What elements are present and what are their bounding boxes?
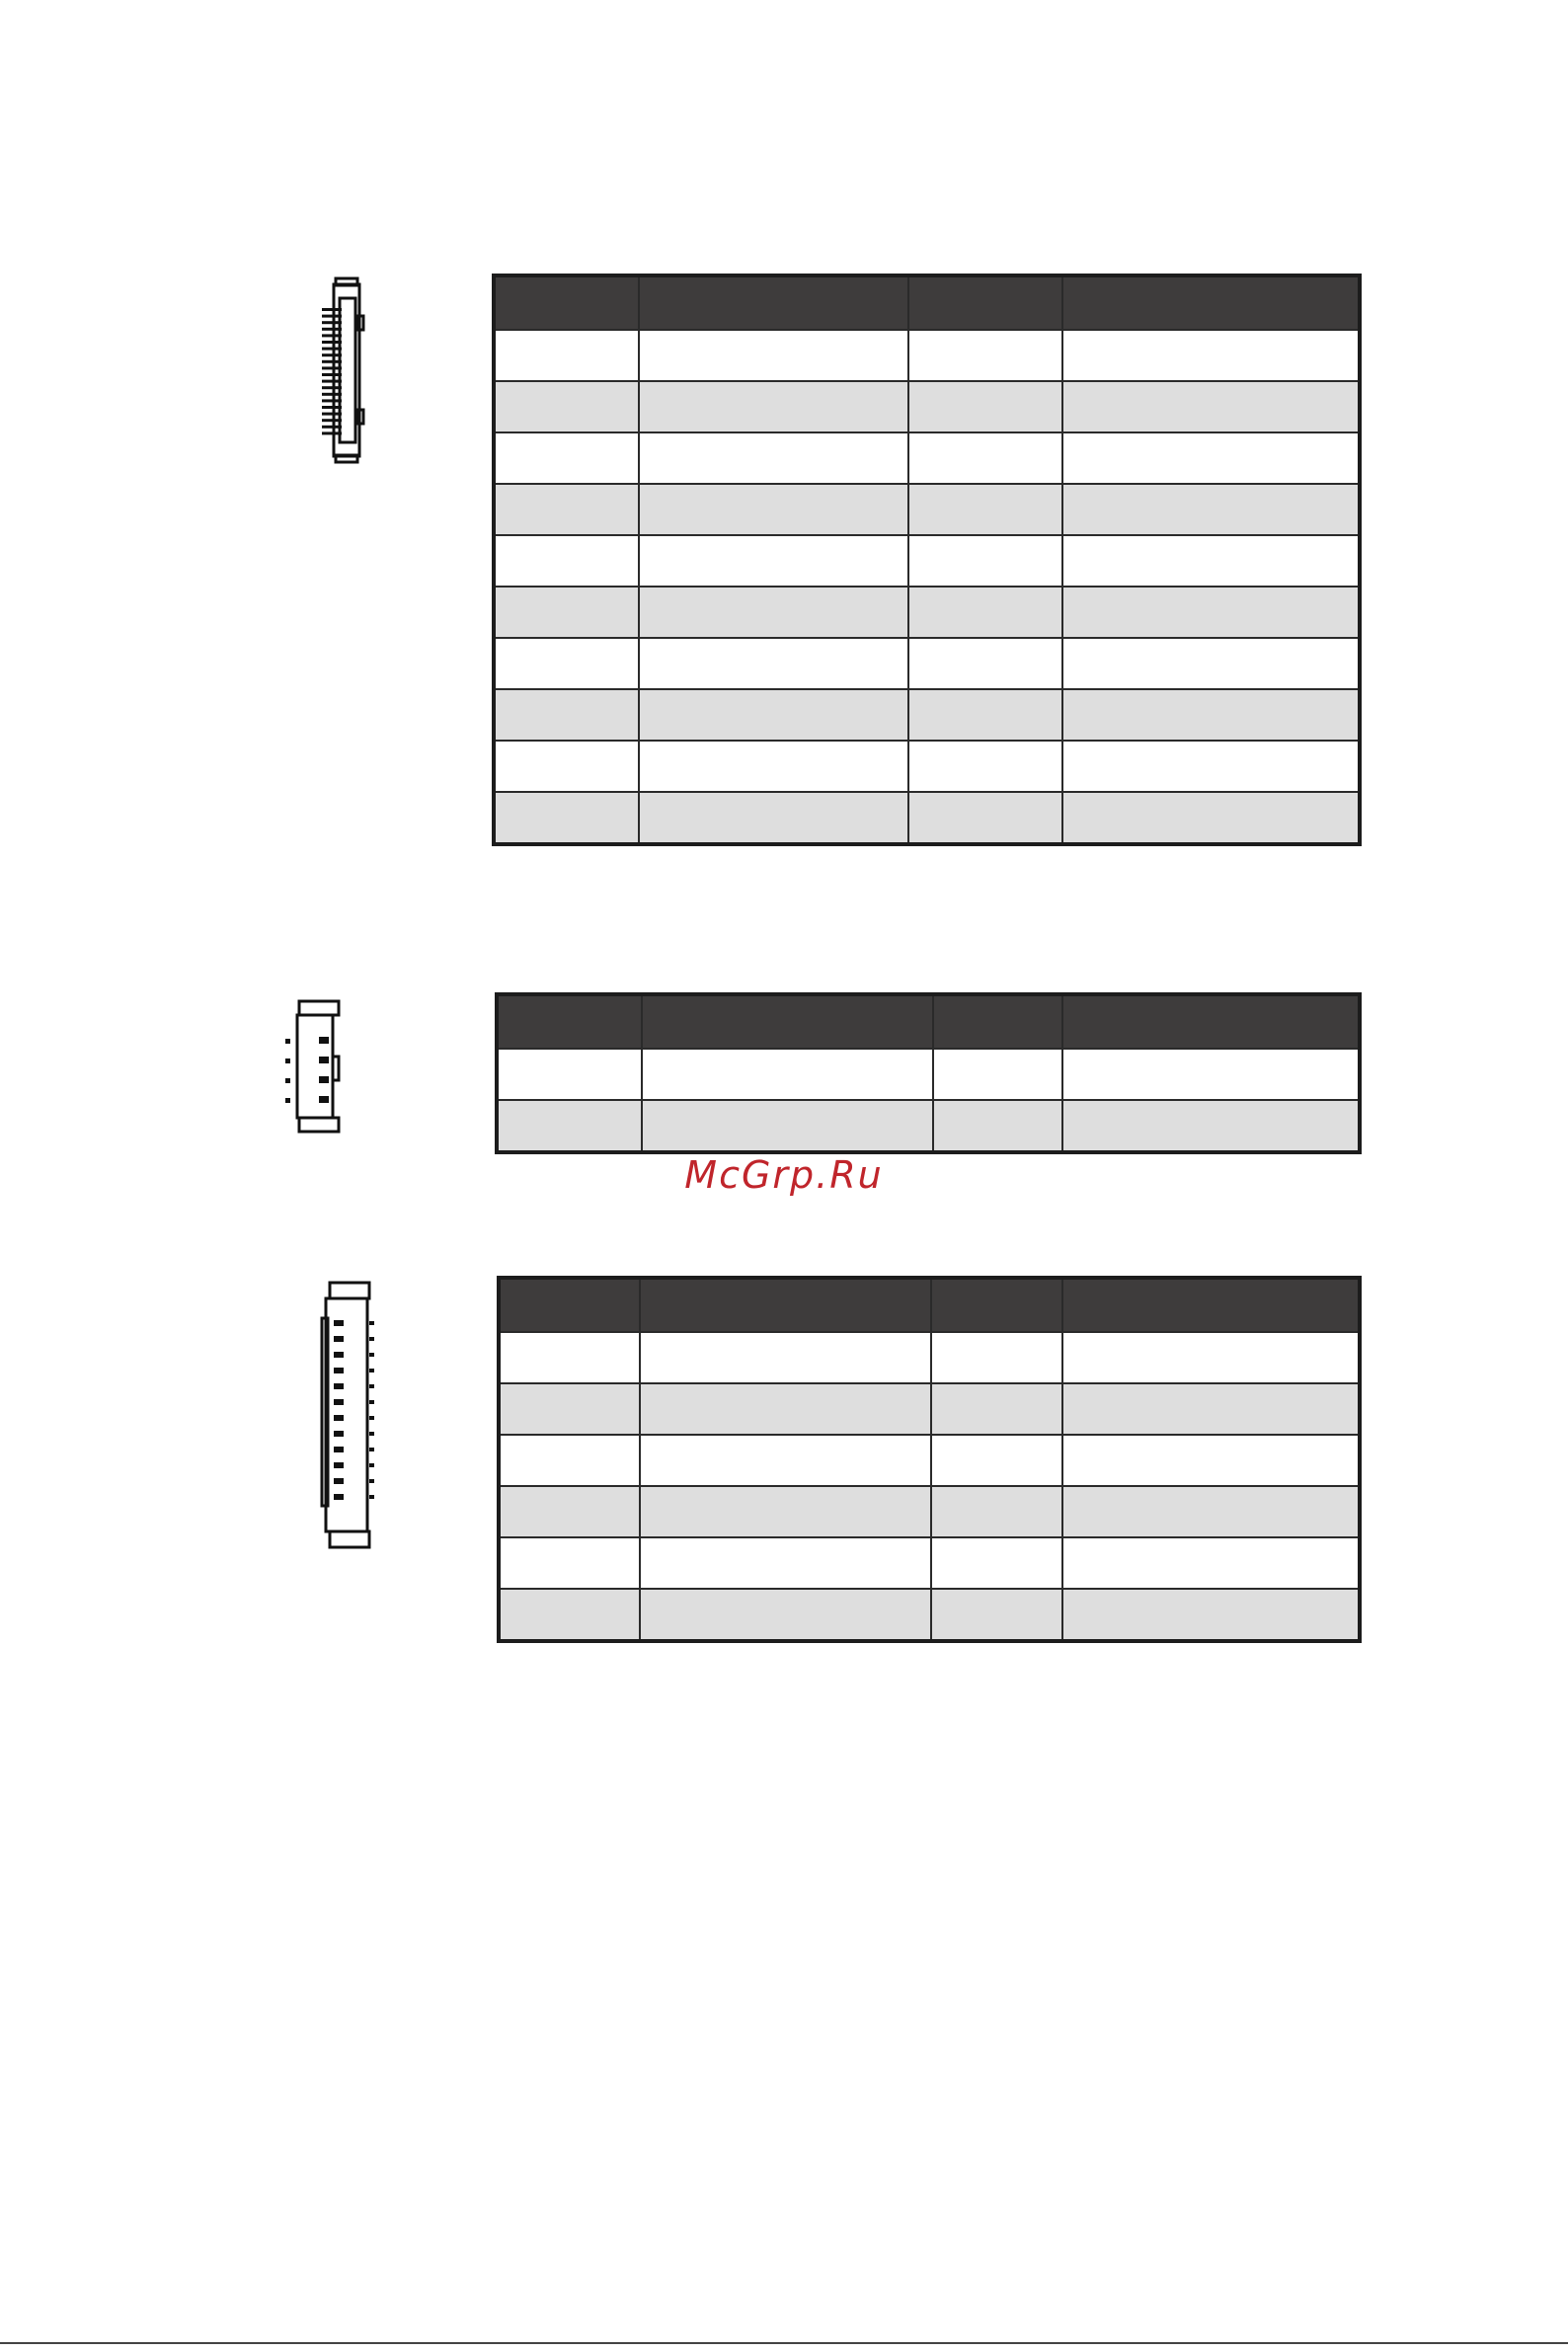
header-cell — [639, 275, 908, 330]
table-cell — [499, 1435, 640, 1486]
table-row — [499, 1537, 1360, 1589]
table-cell — [908, 535, 1062, 587]
table-cell — [931, 1537, 1062, 1589]
table-cell — [639, 587, 908, 638]
table-cell — [908, 638, 1062, 689]
connector-12pin-icon — [316, 1279, 385, 1550]
table-cell — [499, 1589, 640, 1641]
table-cell — [494, 587, 639, 638]
table-cell — [497, 1049, 642, 1100]
table-row — [494, 535, 1360, 587]
table-cell — [497, 1100, 642, 1152]
table-cell — [639, 484, 908, 535]
table-row — [494, 432, 1360, 484]
table-cell — [1062, 330, 1360, 381]
table-cell — [494, 535, 639, 587]
header-cell — [642, 994, 933, 1049]
table-row — [494, 381, 1360, 432]
table-cell — [494, 689, 639, 741]
header-cell — [908, 275, 1062, 330]
table-cell — [931, 1486, 1062, 1537]
table-row — [494, 484, 1360, 535]
table-row — [499, 1589, 1360, 1641]
header-cell — [931, 1278, 1062, 1332]
table-cell — [494, 792, 639, 844]
table-cell — [499, 1486, 640, 1537]
table-cell — [494, 381, 639, 432]
table-cell — [908, 330, 1062, 381]
table-row — [499, 1486, 1360, 1537]
table-cell — [1062, 535, 1360, 587]
table-cell — [1062, 638, 1360, 689]
table-cell — [1062, 1049, 1360, 1100]
watermark: McGrp.Ru — [684, 1153, 884, 1197]
table-row — [494, 587, 1360, 638]
table-cell — [908, 432, 1062, 484]
table-cell — [1062, 381, 1360, 432]
header-cell — [497, 994, 642, 1049]
table-cell — [494, 330, 639, 381]
table-cell — [1062, 1383, 1360, 1435]
table-cell — [1062, 1537, 1360, 1589]
table-cell — [908, 792, 1062, 844]
table-cell — [639, 741, 908, 792]
pin-table-1 — [492, 274, 1362, 846]
table-row — [499, 1383, 1360, 1435]
table-cell — [640, 1435, 931, 1486]
table-cell — [639, 432, 908, 484]
table-row — [494, 792, 1360, 844]
table-cell — [639, 792, 908, 844]
header-cell — [933, 994, 1062, 1049]
table-cell — [494, 638, 639, 689]
table-cell — [908, 381, 1062, 432]
table-row — [497, 1100, 1360, 1152]
pin-table-3 — [497, 1276, 1362, 1643]
header-cell — [1062, 1278, 1360, 1332]
table-cell — [933, 1049, 1062, 1100]
table-cell — [1062, 484, 1360, 535]
table-cell — [1062, 587, 1360, 638]
table-cell — [639, 330, 908, 381]
header-cell — [1062, 275, 1360, 330]
table-cell — [642, 1100, 933, 1152]
header-cell — [499, 1278, 640, 1332]
table-cell — [908, 587, 1062, 638]
table-row — [494, 638, 1360, 689]
connector-20pin-icon — [314, 276, 383, 464]
table-cell — [494, 484, 639, 535]
table-cell — [908, 741, 1062, 792]
table-cell — [1062, 792, 1360, 844]
table-cell — [931, 1589, 1062, 1641]
table-cell — [640, 1537, 931, 1589]
table-cell — [499, 1383, 640, 1435]
table-cell — [931, 1383, 1062, 1435]
table-cell — [1062, 1486, 1360, 1537]
table-cell — [640, 1383, 931, 1435]
table-cell — [1062, 432, 1360, 484]
table-cell — [931, 1332, 1062, 1383]
table-cell — [1062, 1100, 1360, 1152]
table-cell — [499, 1332, 640, 1383]
table-cell — [640, 1589, 931, 1641]
table-cell — [494, 741, 639, 792]
table-cell — [494, 432, 639, 484]
header-cell — [640, 1278, 931, 1332]
table-row — [497, 1049, 1360, 1100]
header-cell — [1062, 994, 1360, 1049]
table-cell — [640, 1332, 931, 1383]
table-cell — [931, 1435, 1062, 1486]
table-cell — [1062, 1332, 1360, 1383]
table-cell — [642, 1049, 933, 1100]
table-row — [494, 689, 1360, 741]
table-cell — [908, 484, 1062, 535]
connector-4pin-icon — [281, 997, 351, 1136]
table-cell — [1062, 741, 1360, 792]
table-cell — [639, 535, 908, 587]
table-cell — [499, 1537, 640, 1589]
footer-rule — [0, 2342, 1568, 2344]
table-cell — [639, 638, 908, 689]
table-cell — [933, 1100, 1062, 1152]
table-row — [494, 330, 1360, 381]
table-header-row — [497, 994, 1360, 1049]
table-row — [494, 741, 1360, 792]
table-cell — [1062, 1435, 1360, 1486]
table-cell — [639, 689, 908, 741]
table-row — [499, 1332, 1360, 1383]
table-header-row — [499, 1278, 1360, 1332]
table-cell — [640, 1486, 931, 1537]
table-cell — [908, 689, 1062, 741]
table-cell — [1062, 689, 1360, 741]
header-cell — [494, 275, 639, 330]
table-row — [499, 1435, 1360, 1486]
table-cell — [1062, 1589, 1360, 1641]
pin-table-2 — [495, 992, 1362, 1154]
table-header-row — [494, 275, 1360, 330]
table-cell — [639, 381, 908, 432]
